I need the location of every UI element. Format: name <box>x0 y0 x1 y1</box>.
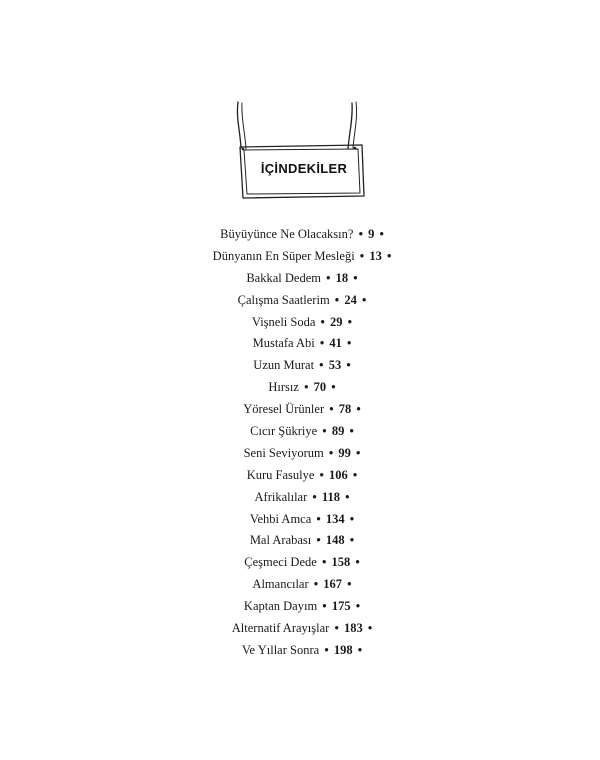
toc-separator: • <box>349 424 354 439</box>
toc-entry-page: 41 <box>329 336 342 351</box>
toc-entry <box>0 596 600 618</box>
toc-entry-page: 158 <box>331 555 351 570</box>
toc-separator: • <box>367 621 373 636</box>
toc-separator: • <box>353 270 358 285</box>
toc-entry-title: Alternatif Arayışlar <box>231 621 330 636</box>
toc-entry-title: Almancılar <box>252 577 309 592</box>
toc-entry-title: Bakkal Dedem <box>246 270 321 285</box>
toc-entry-page: 9 <box>368 227 375 241</box>
toc-separator: • <box>386 248 392 263</box>
toc-entry-title: Dünyanın En Süper Mesleği <box>212 248 355 263</box>
toc-entry-page: 106 <box>329 467 348 482</box>
toc-separator: • <box>331 380 336 395</box>
toc-entry-title: Cıcır Şükriye <box>250 424 318 439</box>
toc-separator: • <box>359 248 365 263</box>
toc-separator: • <box>312 489 317 504</box>
toc-separator: • <box>356 402 361 417</box>
toc-separator: • <box>349 511 355 526</box>
toc-entry-title: Vehbi Amca <box>249 511 312 526</box>
toc-entry-page: 148 <box>325 533 345 548</box>
toc-entry-title: Uzun Murat <box>253 358 315 373</box>
toc-entry <box>0 443 600 465</box>
toc-separator: • <box>304 380 309 395</box>
toc-separator: • <box>357 642 363 657</box>
toc-separator: • <box>347 336 352 351</box>
toc-separator: • <box>328 445 334 460</box>
toc-entry-title: Afrikalılar <box>254 489 308 504</box>
toc-entry-page: 78 <box>338 402 352 417</box>
toc-entry-page: 13 <box>369 248 382 263</box>
toc-entry-title: Mal Arabası <box>249 533 312 548</box>
toc-separator: • <box>352 467 358 482</box>
toc-entry-page: 29 <box>330 314 343 329</box>
toc-entry-page: 183 <box>343 621 363 636</box>
toc-separator: • <box>321 555 327 570</box>
toc-entry-title: Büyüyünce Ne Olacaksın? <box>220 227 354 241</box>
toc-entry <box>0 377 600 399</box>
toc-entry-title: Ve Yıllar Sonra <box>241 642 320 657</box>
toc-separator: • <box>329 402 334 417</box>
toc-entry <box>0 399 600 421</box>
toc-separator: • <box>334 621 339 636</box>
toc-entry-title: Kaptan Dayım <box>243 599 318 614</box>
toc-separator: • <box>322 599 327 614</box>
toc-entry-page: 89 <box>331 424 345 439</box>
toc-entry-page: 99 <box>338 445 351 460</box>
toc-separator: • <box>334 292 340 307</box>
toc-entry-title: Çeşmeci Dede <box>244 555 317 570</box>
hanging-sign <box>228 100 378 205</box>
page-title: İÇİNDEKİLER <box>260 161 348 176</box>
toc-entry-page: 24 <box>344 292 357 307</box>
toc-entry <box>0 487 600 509</box>
toc-entry-title: Çalışma Saatlerim <box>237 292 330 307</box>
toc-separator: • <box>361 292 367 307</box>
toc-entry-page: 198 <box>333 642 353 657</box>
toc-entry <box>0 530 600 552</box>
toc-separator: • <box>358 227 363 241</box>
toc-entry-title: Hırsız <box>268 380 299 395</box>
toc-entry-page: 134 <box>325 511 345 526</box>
toc-entry <box>0 421 600 443</box>
toc-separator: • <box>319 358 324 373</box>
toc-separator: • <box>324 642 329 657</box>
hanging-sign-icon <box>228 100 378 205</box>
toc-separator: • <box>319 467 324 482</box>
toc-separator: • <box>326 270 331 285</box>
toc-entry-page: 70 <box>313 380 327 395</box>
toc-entry <box>0 268 600 290</box>
toc-entry-page: 53 <box>328 358 342 373</box>
toc-separator: • <box>347 314 353 329</box>
toc-entry <box>0 618 600 640</box>
toc-separator: • <box>345 489 350 504</box>
toc-entry <box>0 290 600 312</box>
toc-entry <box>0 246 600 268</box>
toc-separator: • <box>346 358 351 373</box>
toc-entry <box>0 509 600 531</box>
toc-entry <box>0 312 600 334</box>
toc-entry <box>0 355 600 377</box>
toc-entry-title: Kuru Fasulye <box>246 467 315 482</box>
toc-entry <box>0 640 600 662</box>
toc-separator: • <box>379 227 384 241</box>
toc-entry-title: Mustafa Abi <box>252 336 315 351</box>
toc-entry-title: Vişneli Soda <box>251 314 316 329</box>
toc-entry-page: 167 <box>323 577 343 592</box>
toc-entry <box>0 333 600 355</box>
toc-separator: • <box>322 424 327 439</box>
toc-separator: • <box>316 511 321 526</box>
toc-separator: • <box>313 577 319 592</box>
toc-separator: • <box>355 555 360 570</box>
table-of-contents <box>0 224 600 662</box>
toc-entry <box>0 574 600 596</box>
toc-entry <box>0 224 600 246</box>
toc-entry-title: Yöresel Ürünler <box>243 402 325 417</box>
toc-separator: • <box>320 314 325 329</box>
toc-separator: • <box>349 533 355 548</box>
toc-entry-page: 18 <box>335 270 349 285</box>
toc-entry-title: Seni Seviyorum <box>243 445 324 460</box>
toc-entry-page: 118 <box>321 489 340 504</box>
toc-entry <box>0 552 600 574</box>
toc-separator: • <box>355 599 361 614</box>
toc-separator: • <box>316 533 321 548</box>
toc-separator: • <box>356 445 361 460</box>
toc-entry-page: 175 <box>331 599 351 614</box>
toc-separator: • <box>347 577 352 592</box>
toc-entry <box>0 465 600 487</box>
toc-separator: • <box>319 336 325 351</box>
